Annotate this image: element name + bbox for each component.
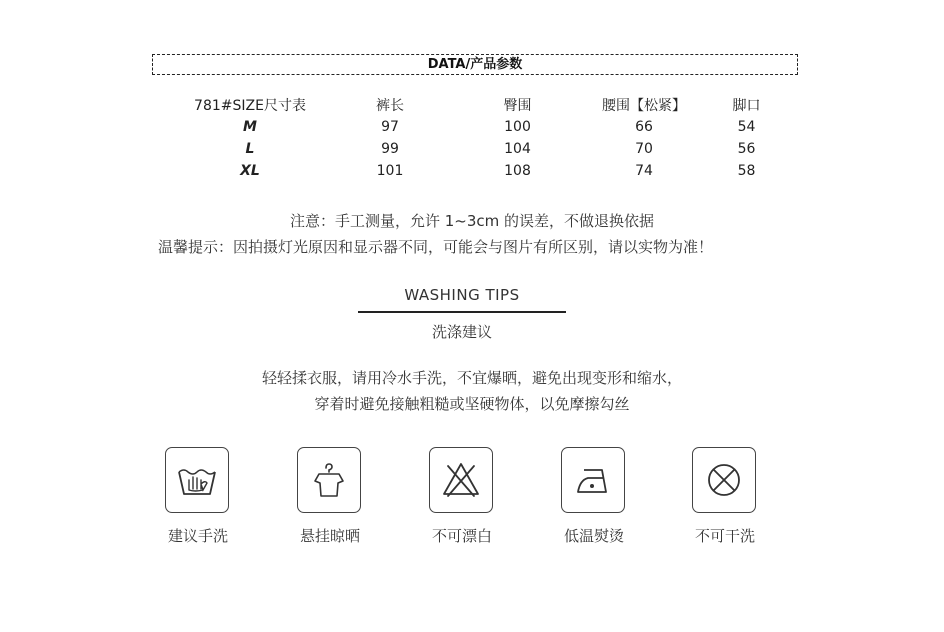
table-cell: 66 [635, 119, 653, 135]
care-item-no-dry-clean [692, 447, 758, 545]
column-header: 781#SIZE尺寸表 [194, 98, 306, 114]
care-label: 不可漂白 [431, 527, 492, 545]
care-label: 悬挂晾晒 [299, 527, 360, 545]
low-iron-icon [561, 447, 625, 513]
column-header: 裤长 [376, 98, 404, 114]
size-table [170, 94, 790, 182]
table-header-row [170, 94, 790, 116]
washing-desc-line2: 穿着时避免接触粗糙或坚硬物体，以免摩擦勾丝 [314, 395, 630, 413]
care-item-hand-wash [165, 447, 231, 545]
washing-tips-subtitle: 洗涤建议 [431, 323, 492, 341]
no-dry-clean-icon [692, 447, 756, 513]
hang-dry-icon [297, 447, 361, 513]
care-item-low-iron [561, 447, 627, 545]
size-label: L [245, 141, 255, 157]
care-item-no-bleach [429, 447, 495, 545]
hand-wash-icon [165, 447, 229, 513]
no-bleach-icon [429, 447, 493, 513]
table-cell: 101 [376, 163, 404, 179]
product-params-title: DATA/产品参数 [152, 54, 798, 75]
table-cell: 74 [635, 163, 653, 179]
table-cell: 54 [737, 119, 756, 135]
table-cell: 70 [635, 141, 653, 157]
washing-tips-title: WASHING TIPS [404, 286, 520, 304]
color-disclaimer: 温馨提示：因拍摄灯光原因和显示器不同，可能会与图片有所区别，请以实物为准！ [158, 238, 714, 256]
size-label: XL [240, 163, 260, 179]
care-item-hang-dry [297, 447, 363, 545]
table-cell: 56 [737, 141, 756, 157]
table-cell: 58 [737, 163, 756, 179]
table-cell: 99 [381, 141, 399, 157]
care-label: 建议手洗 [167, 527, 228, 545]
table-cell: 104 [504, 141, 531, 157]
table-cell: 97 [381, 119, 399, 135]
table-row [170, 116, 790, 138]
care-label: 低温熨烫 [563, 527, 624, 545]
column-header: 脚口 [732, 98, 761, 114]
washing-desc-line1: 轻轻揉衣服，请用冷水手洗，不宜爆晒，避免出现变形和缩水， [261, 369, 682, 387]
table-cell: 100 [504, 119, 531, 135]
column-header: 腰围【松紧】 [602, 98, 686, 114]
measurement-note: 注意：手工测量，允许 1~3cm 的误差，不做退换依据 [289, 212, 655, 230]
table-row [170, 138, 790, 160]
column-header: 臀围 [503, 98, 532, 114]
care-label: 不可干洗 [694, 527, 755, 545]
divider [358, 311, 566, 313]
table-cell: 108 [504, 163, 531, 179]
size-label: M [243, 119, 257, 135]
table-row [170, 160, 790, 182]
